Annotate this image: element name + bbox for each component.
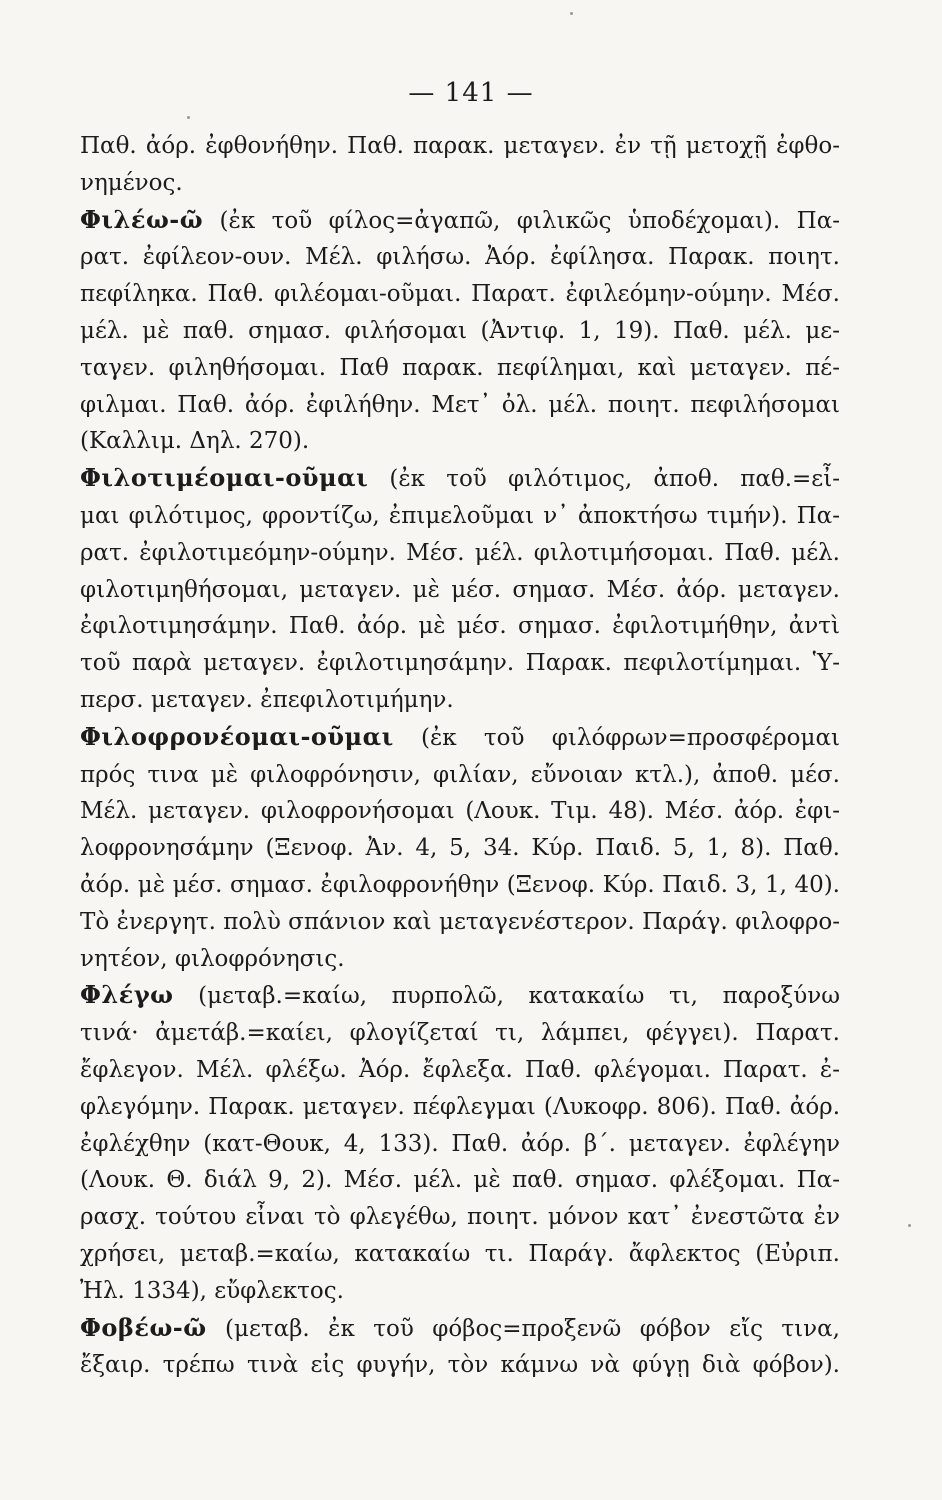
- entry-text: (μεταβ. ἐκ τοῦ φόβος=προξενῶ φόβον εἴς τινα,: [206, 1315, 840, 1342]
- ink-speck: [187, 116, 190, 119]
- text-line: ἔξαιρ. τρέπω τινὰ εἰς φυγήν, τὸν κάμνω νὰ φύγῃ διὰ φόβον).: [80, 1352, 840, 1379]
- text-line: νημένος.: [80, 169, 183, 196]
- dictionary-text: [80, 128, 840, 1384]
- text-line: [80, 977, 840, 1015]
- text-line: [80, 202, 840, 240]
- text-line: [80, 1310, 840, 1348]
- headword: Φιλέω-ῶ: [80, 204, 204, 234]
- entry-text: (ἐκ τοῦ φιλότιμος, ἀποθ. παθ.=εἶ-: [368, 466, 840, 493]
- ink-speck: [570, 12, 573, 15]
- text-line: ἐφιλοτιμησάμην. Παθ. ἀόρ. μὲ μέσ. σημασ. ἐφιλοτιμήθην, ἀντὶ: [80, 613, 840, 640]
- text-line: (Λουκ. Θ. διάλ 9, 2). Μέσ. μέλ. μὲ παθ. σημασ. φλέξομαι. Πα-: [80, 1167, 840, 1194]
- text-line: Μέλ. μεταγεν. φιλοφρονήσομαι (Λουκ. Τιμ. 48). Μέσ. ἀόρ. ἐφι-: [80, 798, 840, 825]
- page-number: — 141 —: [408, 78, 534, 108]
- text-line: τινά· ἀμετάβ.=καίει, φλογίζεταί τι, λάμπει, φέγγει). Παρατ.: [80, 1020, 840, 1047]
- headword: Φιλοτιμέομαι-οῦμαι: [80, 463, 369, 493]
- text-line: [80, 719, 840, 757]
- text-line: μέλ. μὲ παθ. σημασ. φιλήσομαι (Ἀντιφ. 1, 19). Παθ. μέλ. με-: [80, 317, 840, 344]
- entry-phobeo: [80, 1310, 840, 1385]
- text-line: ρατ. ἐφίλεον-ουν. Μέλ. φιλήσω. Ἀόρ. ἐφίλησα. Παρακ. ποιητ.: [80, 244, 840, 271]
- text-line: πρός τινα μὲ φιλοφρόνησιν, φιλίαν, εὔνοιαν κτλ.), ἀποθ. μέσ.: [80, 761, 840, 788]
- text-line: τοῦ παρὰ μεταγεν. ἐφιλοτιμησάμην. Παρακ. πεφιλοτίμημαι. Ὑ-: [80, 650, 840, 677]
- text-line: ἀόρ. μὲ μέσ. σημασ. ἐφιλοφρονήθην (Ξενοφ. Κύρ. Παιδ. 3, 1, 40).: [80, 871, 840, 898]
- text-line: χρήσει, μεταβ.=καίω, κατακαίω τι. Παράγ. ἄφλεκτος (Εὐριπ.: [80, 1240, 840, 1267]
- headword: Φιλοφρονέομαι-οῦμαι: [80, 721, 394, 751]
- entry-phileo: [80, 202, 840, 461]
- text-line: νητέον, φιλοφρόνησις.: [80, 945, 345, 972]
- entry-text: (ἐκ τοῦ φιλόφρων=προσφέρομαι: [393, 724, 840, 751]
- text-line: πεφίληκα. Παθ. φιλέομαι-οῦμαι. Παρατ. ἐφιλεόμην-ούμην. Μέσ.: [80, 281, 840, 308]
- text-line: Ἠλ. 1334), εὔφλεκτος.: [80, 1277, 344, 1304]
- entry-philotimeomai: [80, 460, 840, 719]
- text-line: ταγεν. φιληθήσομαι. Παθ παρακ. πεφίλημαι, καὶ μεταγεν. πέ-: [80, 354, 840, 381]
- text-line: (Καλλιμ. Δηλ. 270).: [80, 428, 310, 455]
- text-line: φιλμαι. Παθ. ἀόρ. ἐφιλήθην. Μετ᾽ ὀλ. μέλ. ποιητ. πεφιλήσομαι: [80, 391, 840, 418]
- entry-text: (μεταβ.=καίω, πυρπολῶ, κατακαίω τι, παροξύνω: [173, 983, 840, 1010]
- entry-text: (ἐκ τοῦ φίλος=ἀγαπῶ, φιλικῶς ὑποδέχομαι). Πα-: [203, 207, 840, 234]
- entry-phlego: [80, 977, 840, 1309]
- headword: Φλέγω: [80, 980, 174, 1010]
- text-line: Παθ. ἀόρ. ἐφθονήθην. Παθ. παρακ. μεταγεν. ἐν τῇ μετοχῇ ἐφθο-: [80, 133, 840, 159]
- text-line: περσ. μεταγεν. ἐπεφιλοτιμήμην.: [80, 686, 454, 713]
- text-line: μαι φιλότιμος, φροντίζω, ἐπιμελοῦμαι ν᾽ ἀποκτήσω τιμήν). Πα-: [80, 502, 840, 529]
- text-line: ἔφλεγον. Μέλ. φλέξω. Ἀόρ. ἔφλεξα. Παθ. φλέγομαι. Παρατ. ἐ-: [80, 1056, 840, 1083]
- entry-philophroneomai: [80, 719, 840, 978]
- text-line: ρατ. ἐφιλοτιμεόμην-ούμην. Μέσ. μέλ. φιλοτιμήσομαι. Παθ. μέλ.: [80, 539, 840, 566]
- text-line: λοφρονησάμην (Ξενοφ. Ἀν. 4, 5, 34. Κύρ. Παιδ. 5, 1, 8). Παθ.: [80, 835, 840, 862]
- text-line: ἐφλέχθην (κατ-Θουκ, 4, 133). Παθ. ἀόρ. β΄. μεταγεν. ἐφλέγην: [80, 1130, 840, 1157]
- text-line: φιλοτιμηθήσομαι, μεταγεν. μὲ μέσ. σημασ. Μέσ. ἀόρ. μεταγεν.: [80, 576, 840, 603]
- text-line: φλεγόμην. Παρακ. μεταγεν. πέφλεγμαι (Λυκοφρ. 806). Παθ. ἀόρ.: [80, 1093, 840, 1120]
- entry-continuation: [80, 128, 840, 202]
- ink-speck: [908, 1224, 911, 1227]
- text-line: ρασχ. τούτου εἶναι τὸ φλεγέθω, ποιητ. μόνον κατ᾽ ἐνεστῶτα ἐν: [80, 1204, 840, 1231]
- headword: Φοβέω-ῶ: [80, 1312, 207, 1342]
- text-line: [80, 460, 840, 498]
- text-line: Τὸ ἐνεργητ. πολὺ σπάνιον καὶ μεταγενέστερον. Παράγ. φιλοφρο-: [80, 908, 840, 935]
